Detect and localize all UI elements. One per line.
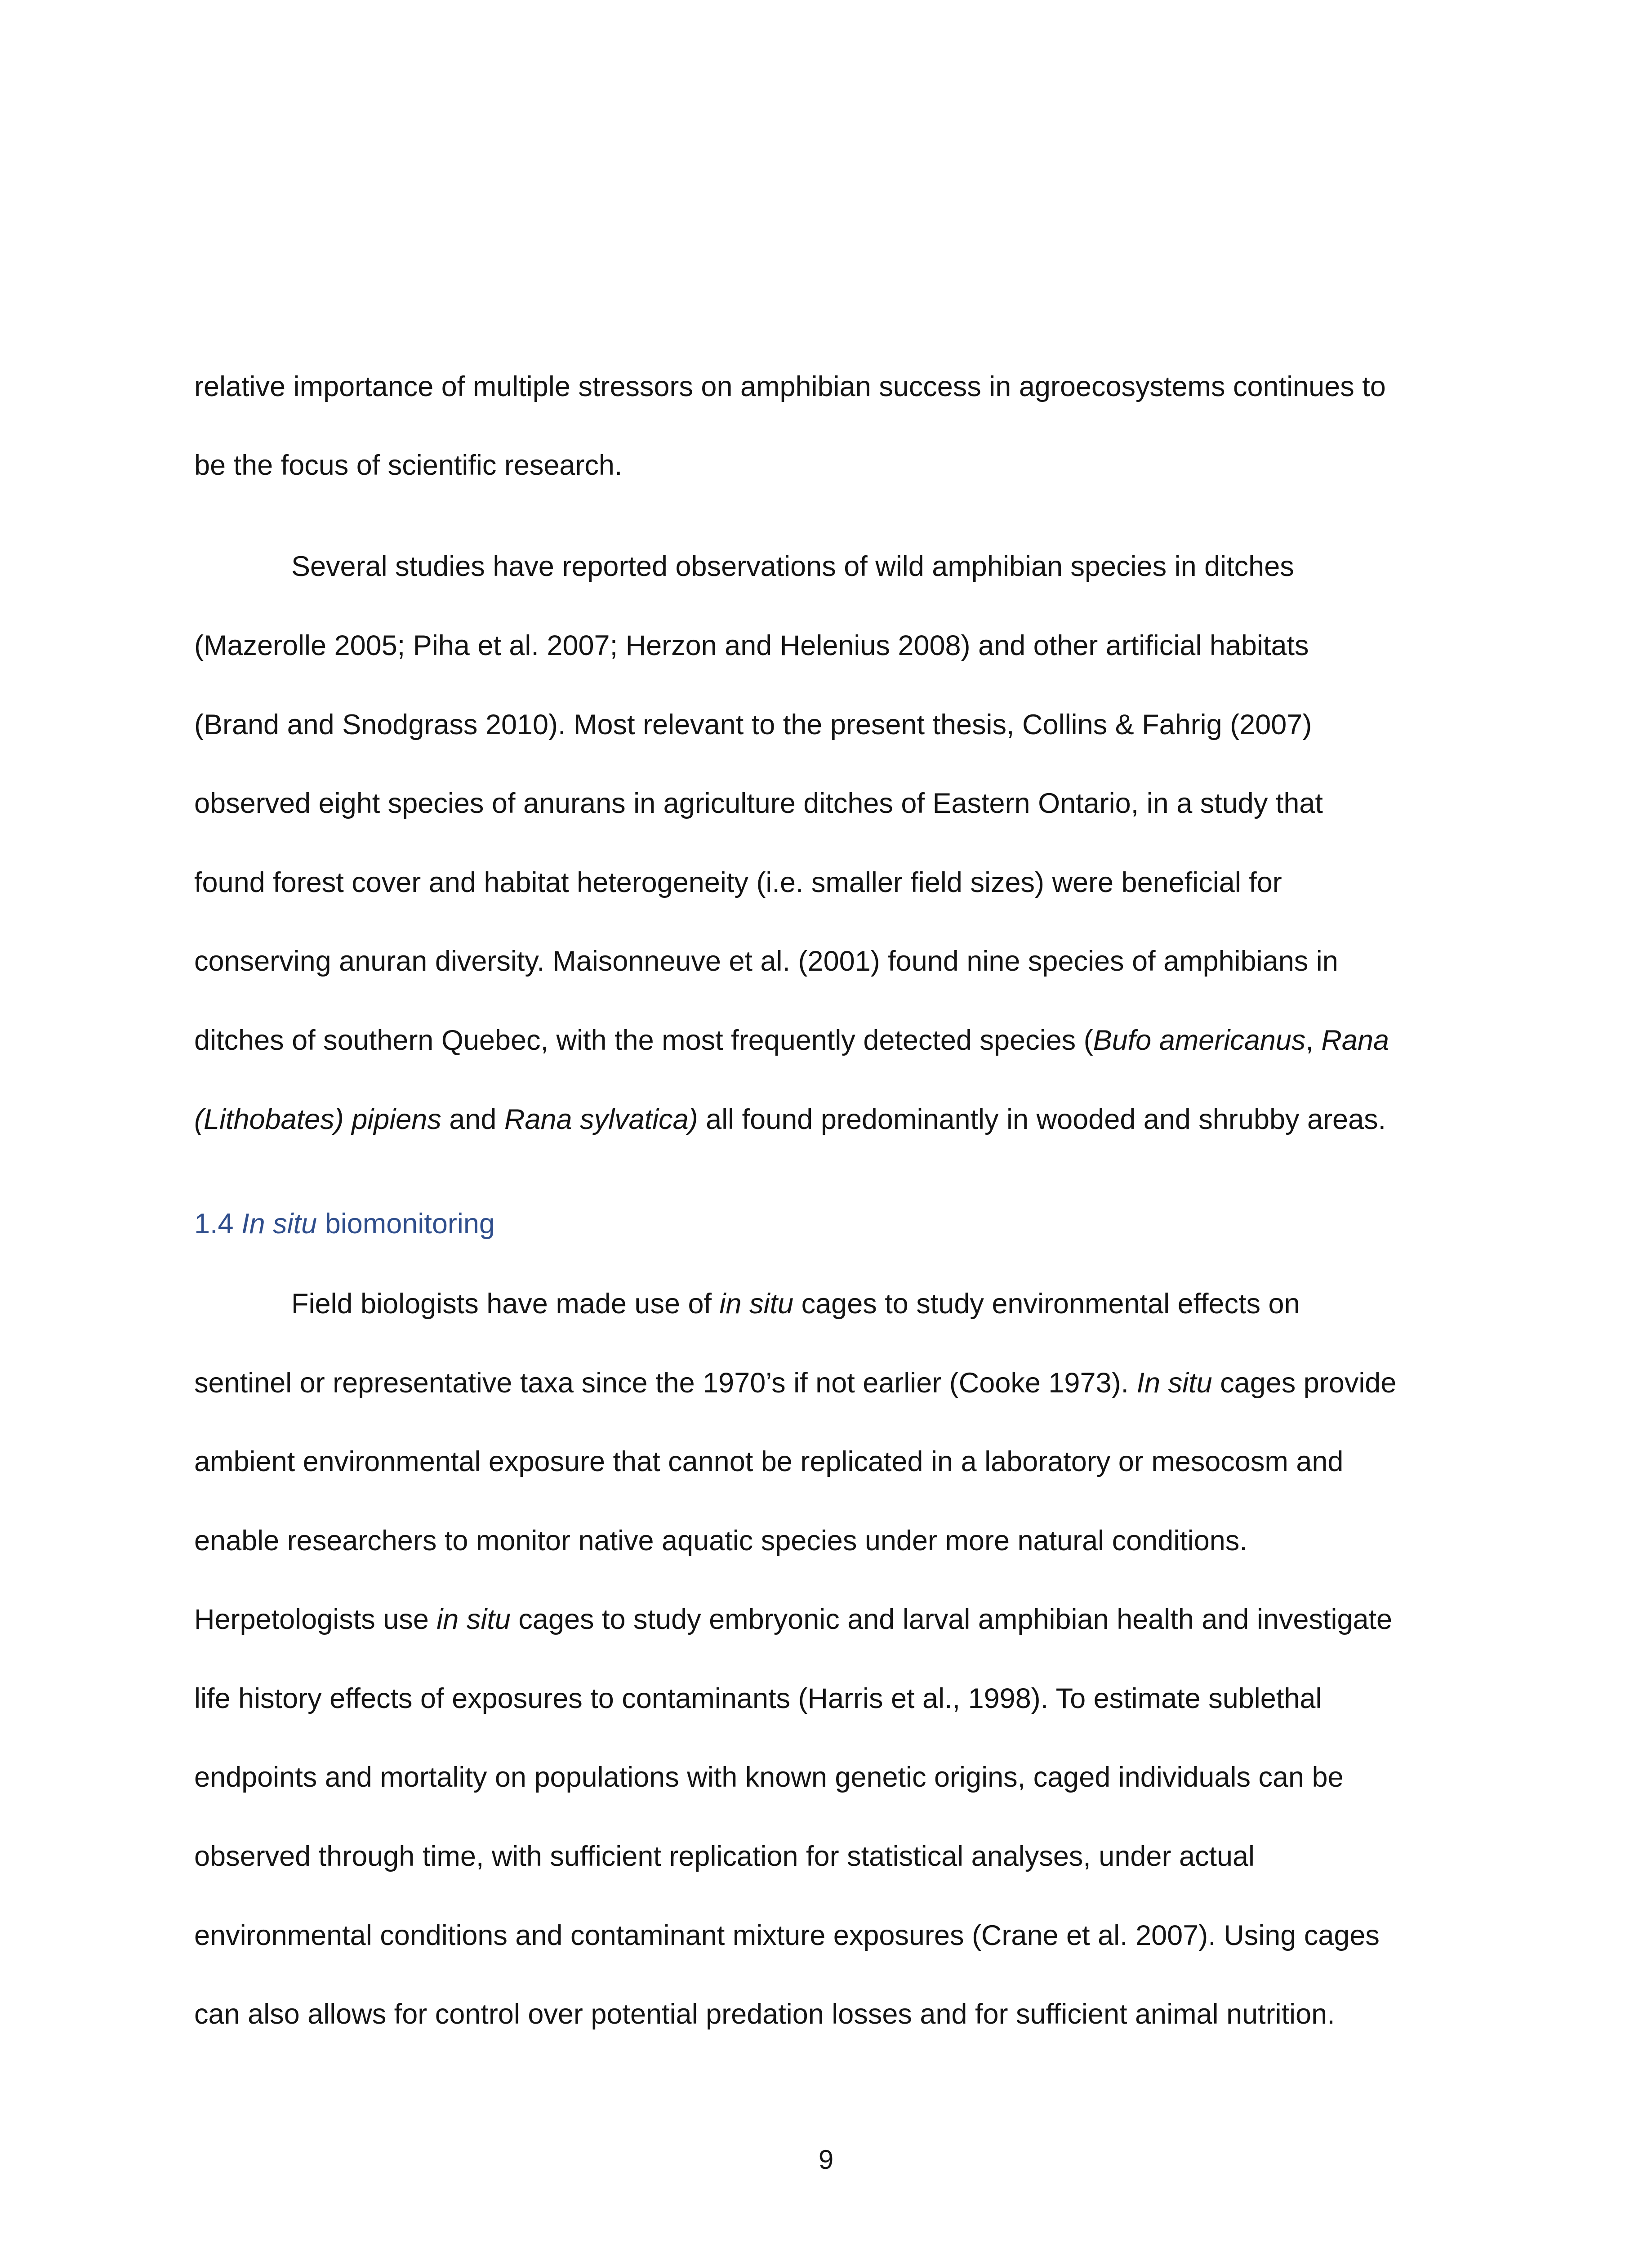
species-name: Rana (1321, 1025, 1389, 1056)
section-number: 1.4 (194, 1208, 242, 1240)
text-line: life history effects of exposures to contaminants (Harris et al., 1998). To estimate sublethal (194, 1683, 1322, 1714)
species-name: (Lithobates) pipiens (194, 1104, 441, 1135)
italic-term: in situ (436, 1604, 511, 1635)
text-line: can also allows for control over potential predation losses and for sufficient animal nutrition. (194, 1998, 1335, 2030)
text-line (194, 1365, 1396, 1401)
text-line: (Mazerolle 2005; Piha et al. 2007; Herzon and Helenius 2008) and other artificial habitats (194, 630, 1309, 661)
text-line: conserving anuran diversity. Maisonneuve et al. (2001) found nine species of amphibians in (194, 946, 1338, 977)
text-run: all found predominantly in wooded and shrubby areas. (698, 1104, 1386, 1135)
text-run: cages to study embryonic and larval amphibian health and investigate (510, 1604, 1393, 1635)
section-heading-italic: In situ (241, 1208, 317, 1240)
text-line: ambient environmental exposure that cannot be replicated in a laboratory or mesocosm and (194, 1446, 1344, 1477)
section-heading (194, 1206, 495, 1242)
text-run: cages provide (1212, 1367, 1397, 1399)
text-line (194, 1022, 1389, 1058)
text-run: sentinel or representative taxa since the 1970’s if not earlier (Cooke 1973). (194, 1367, 1137, 1399)
text-run: , (1305, 1025, 1322, 1056)
text-run: ditches of southern Quebec, with the most frequently detected species ( (194, 1025, 1093, 1056)
text-line (194, 1601, 1392, 1637)
text-line: enable researchers to monitor native aquatic species under more natural conditions. (194, 1525, 1247, 1557)
text-run: Herpetologists use (194, 1604, 437, 1635)
text-line: be the focus of scientific research. (194, 450, 623, 481)
section-heading-text: biomonitoring (317, 1208, 495, 1240)
page-number: 9 (818, 2145, 834, 2175)
text-line: observed through time, with sufficient replication for statistical analyses, under actual (194, 1841, 1255, 1872)
text-run: and (441, 1104, 504, 1135)
text-run: Field biologists have made use of (291, 1288, 720, 1320)
text-line: found forest cover and habitat heterogeneity (i.e. smaller field sizes) were beneficial for (194, 867, 1282, 898)
species-name: Bufo americanus (1093, 1025, 1306, 1056)
text-line: environmental conditions and contaminant mixture exposures (Crane et al. 2007). Using cages (194, 1920, 1380, 1951)
text-line: observed eight species of anurans in agriculture ditches of Eastern Ontario, in a study that (194, 788, 1323, 819)
text-line (291, 1286, 1300, 1322)
italic-term: In situ (1136, 1367, 1212, 1399)
italic-term: in situ (719, 1288, 794, 1320)
text-line: Several studies have reported observations of wild amphibian species in ditches (291, 551, 1294, 582)
text-run: cages to study environmental effects on (793, 1288, 1300, 1320)
species-name: Rana sylvatica) (504, 1104, 698, 1135)
text-line: (Brand and Snodgrass 2010). Most relevant to the present thesis, Collins & Fahrig (2007) (194, 709, 1312, 740)
text-line: endpoints and mortality on populations with known genetic origins, caged individuals can be (194, 1762, 1344, 1793)
text-line: relative importance of multiple stressors on amphibian success in agroecosystems continues to (194, 371, 1386, 402)
text-line (194, 1102, 1386, 1137)
